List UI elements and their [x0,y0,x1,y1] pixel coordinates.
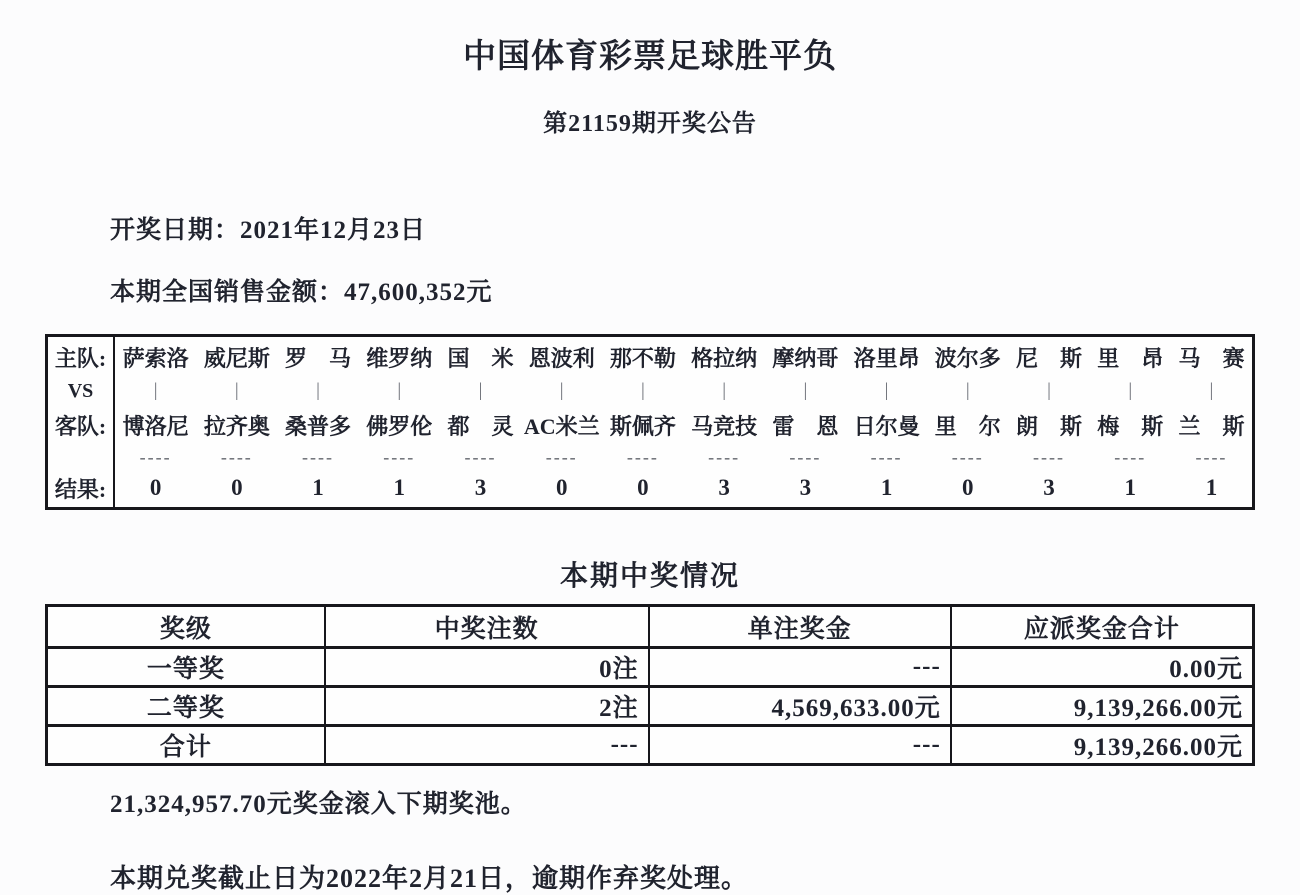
prize-table-row [48,685,1252,724]
away-team-name: 日尔曼 [853,413,920,439]
match-result: 0 [555,475,568,500]
header-single-prize: 单注奖金 [648,607,950,646]
vs-separator: | [803,380,808,401]
away-team-name: 里 尔 [934,413,1001,439]
match-result: 1 [880,475,893,500]
winner-count-cell: 2注 [324,688,648,724]
away-team-name: 马竞技 [691,413,758,439]
away-team-name: 斯佩齐 [609,413,676,439]
match-result: 1 [312,475,324,500]
match-result: 3 [718,475,730,500]
home-team-name: 那不勒 [609,345,676,371]
match-column [196,337,277,507]
dash-line: ---- [1195,446,1228,467]
match-results-table [45,334,1255,510]
home-team-name: 维罗纳 [366,345,433,371]
dash-line: ---- [951,446,984,467]
vs-separator: | [1128,380,1133,401]
vs-separator: | [559,380,564,401]
vs-separator: | [641,380,645,401]
sales-amount-line: 本期全国销售金额：47,600,352元 [110,279,493,306]
vs-separator: | [153,380,158,401]
match-column [927,337,1008,507]
single-prize-cell: --- [648,649,950,685]
dash-line: ---- [789,446,822,467]
issue-subtitle: 第21159期开奖公告 [543,111,757,137]
vs-row-label: VS [67,379,94,402]
away-team-name: 桑普多 [285,413,352,439]
header-winner-count: 中奖注数 [324,607,648,646]
away-team-name: 佛罗伦 [366,413,433,439]
home-team-name: 洛里昂 [853,345,920,371]
home-team-name: 威尼斯 [203,345,270,371]
prize-level-cell: 一等奖 [146,656,225,683]
dash-row-spacer [48,445,113,469]
page-title: 中国体育彩票足球胜平负 [463,39,837,75]
dash-line: ---- [870,446,903,467]
match-column [684,337,765,507]
prize-table-row [48,724,1252,763]
match-result: 3 [474,475,487,500]
match-result: 0 [231,475,243,500]
match-result: 3 [799,475,812,500]
home-team-name: 罗 马 [285,345,352,371]
prize-level-cell: 二等奖 [146,695,225,722]
match-column [277,337,358,507]
dash-line: ---- [383,446,416,467]
prize-table [45,604,1255,766]
prize-level-cell: 合计 [159,734,212,761]
match-column [359,337,440,507]
winner-count-cell: --- [324,727,648,763]
away-team-name: 雷 恩 [772,413,839,439]
match-column [1090,337,1171,507]
rollover-notice: 21,324,957.70元奖金滚入下期奖池。 [110,791,527,818]
vs-separator: | [722,380,727,401]
home-team-name: 波尔多 [934,345,1001,371]
home-row-label: 主队: [54,345,107,371]
total-prize-cell: 9,139,266.00元 [950,688,1252,724]
vs-separator: | [884,380,889,401]
match-result: 3 [1043,475,1055,500]
match-column [1008,337,1089,507]
redemption-deadline-notice: 本期兑奖截止日为2022年2月21日，逾期作弃奖处理。 [110,864,749,893]
vs-separator: | [234,380,239,401]
away-team-name: AC米兰 [523,413,600,439]
away-row-label: 客队: [54,413,107,439]
dash-line: ---- [626,446,659,467]
header-prize-level: 奖级 [159,615,212,643]
vs-separator: | [478,380,483,401]
single-prize-cell: 4,569,633.00元 [648,688,950,724]
home-team-name: 里 昂 [1097,345,1164,371]
match-table-label-column [48,337,115,507]
dash-line: ---- [1033,446,1065,467]
total-prize-cell: 9,139,266.00元 [950,727,1252,763]
dash-line: ---- [708,446,741,467]
vs-separator: | [397,380,402,401]
away-team-name: 兰 斯 [1178,413,1245,439]
away-team-name: 朗 斯 [1016,413,1083,439]
match-column [846,337,927,507]
draw-date-line: 开奖日期：2021年12月23日 [110,217,427,244]
match-column [1171,337,1252,507]
prize-table-row [48,646,1252,685]
match-column [602,337,683,507]
total-prize-cell: 0.00元 [950,649,1252,685]
away-team-name: 拉齐奥 [203,413,270,439]
match-result: 0 [962,475,974,500]
match-result: 0 [149,475,162,500]
away-team-name: 梅 斯 [1097,413,1164,439]
single-prize-cell: --- [648,727,950,763]
home-team-name: 国 米 [447,345,514,371]
prize-section-heading: 本期中奖情况 [559,561,740,592]
home-team-name: 恩波利 [528,345,595,371]
dash-line: ---- [1114,446,1147,467]
winner-count-cell: 0注 [324,649,648,685]
dash-line: ---- [545,446,578,467]
dash-line: ---- [220,446,253,467]
dash-line: ---- [139,446,172,467]
vs-separator: | [316,380,320,401]
match-column [765,337,846,507]
home-team-name: 格拉纳 [691,345,758,371]
match-result: 0 [637,475,649,500]
dash-line: ---- [464,446,497,467]
prize-table-header-row [48,607,1252,646]
vs-separator: | [1209,380,1214,401]
away-team-name: 都 灵 [447,413,514,439]
vs-separator: | [1047,380,1051,401]
vs-separator: | [965,380,970,401]
match-column [521,337,602,507]
home-team-name: 尼 斯 [1016,345,1083,371]
away-team-name: 博洛尼 [122,413,189,439]
home-team-name: 马 赛 [1178,345,1245,371]
match-column [440,337,521,507]
match-result: 1 [1124,475,1136,500]
match-result: 1 [1205,475,1218,500]
home-team-name: 萨索洛 [122,345,189,371]
home-team-name: 摩纳哥 [772,345,839,371]
header-total-prize: 应派奖金合计 [950,607,1252,646]
match-result: 1 [393,475,406,500]
result-row-label: 结果: [54,476,107,502]
match-column [115,337,196,507]
dash-line: ---- [302,446,335,467]
